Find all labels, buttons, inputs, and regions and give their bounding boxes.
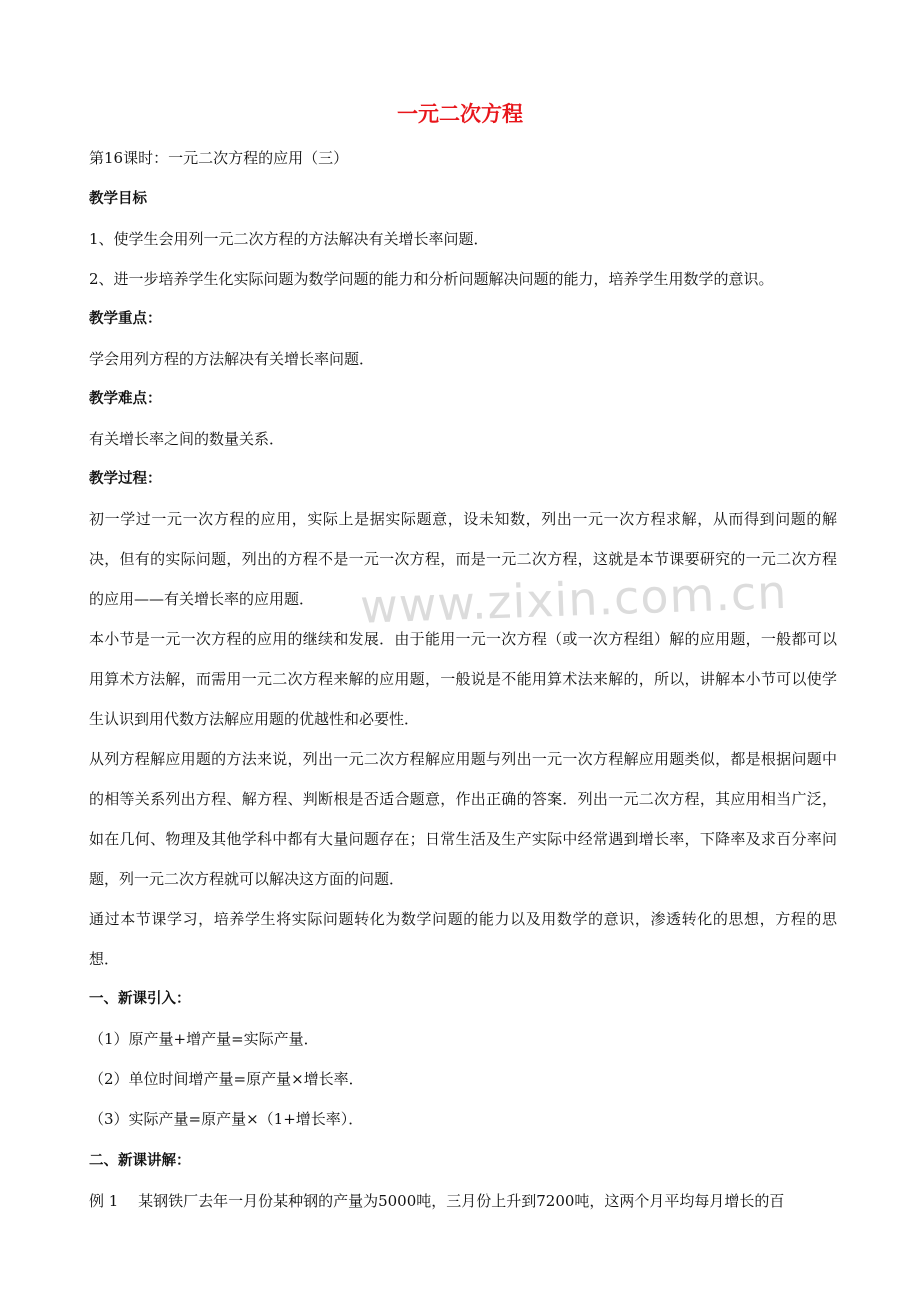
key-points-heading: 教学重点： [89,311,162,327]
paragraph-method: 从列方程解应用题的方法来说，列出一元二次方程解应用题与列出一元一次方程解应用题类似，都是根据问题中的相等关系列出方程、解方程、判断根是否适合题意，作出正确的答案．列出一元二次方程，其应用相当广泛，如在几何、物理及其他学科中都有大量问题存在；日常生活及生产实际中经常遇到增长率，下降率及求百分率问题，列一元二次方程就可以解决这方面的问题． [89,750,837,888]
document-title: 一元二次方程 [397,102,523,126]
lesson-subtitle: 第16课时：一元二次方程的应用（三） [89,149,349,167]
goal-item-1: 1、使学生会用列一元二次方程的方法解决有关增长率问题． [89,230,489,248]
goal-item-2: 2、进一步培养学生化实际问题为数学问题的能力和分析问题解决问题的能力，培养学生用数学的意识。 [89,270,774,288]
example-1-text: 例 1 某钢铁厂去年一月份某种钢的产量为5000吨，三月份上升到7200吨，这两个月平均每月增长的百 [89,1192,785,1210]
paragraph-objectives: 通过本节课学习，培养学生将实际问题转化为数学问题的能力以及用数学的意识，渗透转化的思想，方程的思想． [89,910,837,968]
intro-item-3: （3）实际产量=原产量×（1+增长率）． [89,1110,364,1128]
paragraph-intro: 初一学过一元一次方程的应用，实际上是据实际题意，设未知数，列出一元一次方程求解，从而得到问题的解决，但有的实际问题，列出的方程不是一元一次方程，而是一元二次方程，这就是本节课要研究的一元二次方程的应用——有关增长率的应用题． [89,510,837,608]
difficulty-heading: 教学难点： [89,391,162,407]
process-heading: 教学过程： [89,471,162,487]
intro-heading: 一、新课引入： [89,991,191,1007]
intro-item-1: （1）原产量+增产量=实际产量． [89,1030,319,1048]
lecture-heading: 二、新课讲解： [89,1153,191,1169]
watermark: www.zixin.com.cn [359,564,789,634]
difficulty-text: 有关增长率之间的数量关系． [89,430,285,448]
goals-heading: 教学目标 [89,191,147,207]
intro-item-2: （2）单位时间增产量=原产量×增长率． [89,1070,364,1088]
paragraph-continuation: 本小节是一元一次方程的应用的继续和发展．由于能用一元一次方程（或一次方程组）解的应用题，一般都可以用算术方法解，而需用一元二次方程来解的应用题，一般说是不能用算术法来解的，所以，讲解本小节可以使学生认识到用代数方法解应用题的优越性和必要性． [89,630,837,728]
key-points-text: 学会用列方程的方法解决有关增长率问题． [89,350,375,368]
